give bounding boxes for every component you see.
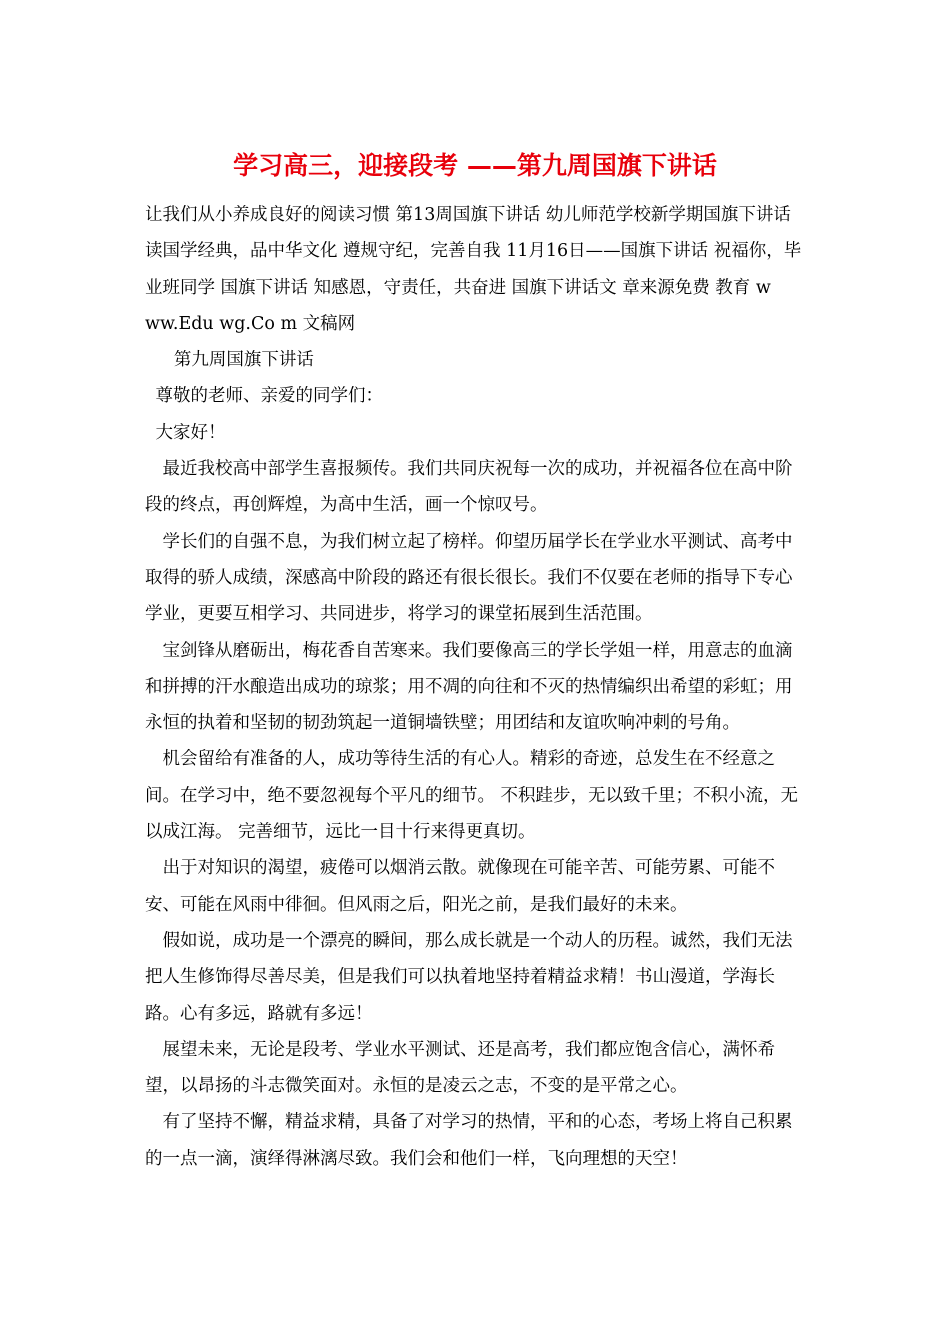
body-paragraph-5: 出于对知识的渴望，疲倦可以烟消云散。就像现在可能辛苦、可能劳累、可能不安、可能在风雨中徘徊。但风雨之后，阳光之前，是我们最好的未来。 [145,858,775,915]
document-title: 学习高三，迎接段考 ——第九周国旗下讲话 [233,151,717,180]
greeting: 大家好！ [155,422,226,443]
body-paragraph-7: 展望未来，无论是段考、学业水平测试、还是高考，我们都应饱含信心，满怀希望，以昂扬的斗志微笑面对。永恒的是凌云之志，不变的是平常之心。 [145,1039,775,1097]
body-paragraph-6: 假如说，成功是一个漂亮的瞬间，那么成长就是一个动人的历程。诚然，我们无法把人生修饰得尽善尽美，但是我们可以执着地坚持着精益求精！书山漫道，学海长路。心有多远，路就有多远！ [145,930,793,1024]
intro-paragraph: 让我们从小养成良好的阅读习惯 第13周国旗下讲话 幼儿师范学校新学期国旗下讲话 读国学经典，品中华文化 遵规守纪，完善自我 11月16日——国旗下讲话 祝福你，毕业班同学 国旗下讲话 知感恩，守责任，共奋进 国旗下讲话文 章来源免费 教育 w ww.Edu wg.Co m 文稿网 [145,205,802,334]
document-body [145,197,805,1177]
body-paragraph-4: 机会留给有准备的人，成功等待生活的有心人。精彩的奇迹，总发生在不经意之间。在学习中，绝不要忽视每个平凡的细节。 不积跬步，无以致千里；不积小流，无以成江海。 完善细节，远比一目十行来得更真切。 [145,749,799,843]
body-paragraph-3: 宝剑锋从磨砺出，梅花香自苦寒来。我们要像高三的学长学姐一样，用意志的血滴和拼搏的汗水酿造出成功的琼浆；用不凋的向往和不灭的热情编织出希望的彩虹；用永恒的执着和坚韧的韧劲筑起一道铜墙铁壁；用团结和友谊吹响冲刺的号角。 [145,640,793,734]
body-paragraph-1: 最近我校高中部学生喜报频传。我们共同庆祝每一次的成功，并祝福各位在高中阶段的终点，再创辉煌，为高中生活，画一个惊叹号。 [145,459,793,516]
salutation: 尊敬的老师、亲爱的同学们： [155,386,383,407]
body-paragraph-8: 有了坚持不懈，精益求精，具备了对学习的热情，平和的心态，考场上将自己积累的一点一滴，演绎得淋漓尽致。我们会和他们一样，飞向理想的天空！ [145,1112,793,1169]
speech-subtitle: 第九周国旗下讲话 [173,350,314,371]
body-paragraph-2: 学长们的自强不息，为我们树立起了榜样。仰望历届学长在学业水平测试、高考中取得的骄人成绩，深感高中阶段的路还有很长很长。我们不仅要在老师的指导下专心学业，更要互相学习、共同进步，将学习的课堂拓展到生活范围。 [145,531,793,625]
